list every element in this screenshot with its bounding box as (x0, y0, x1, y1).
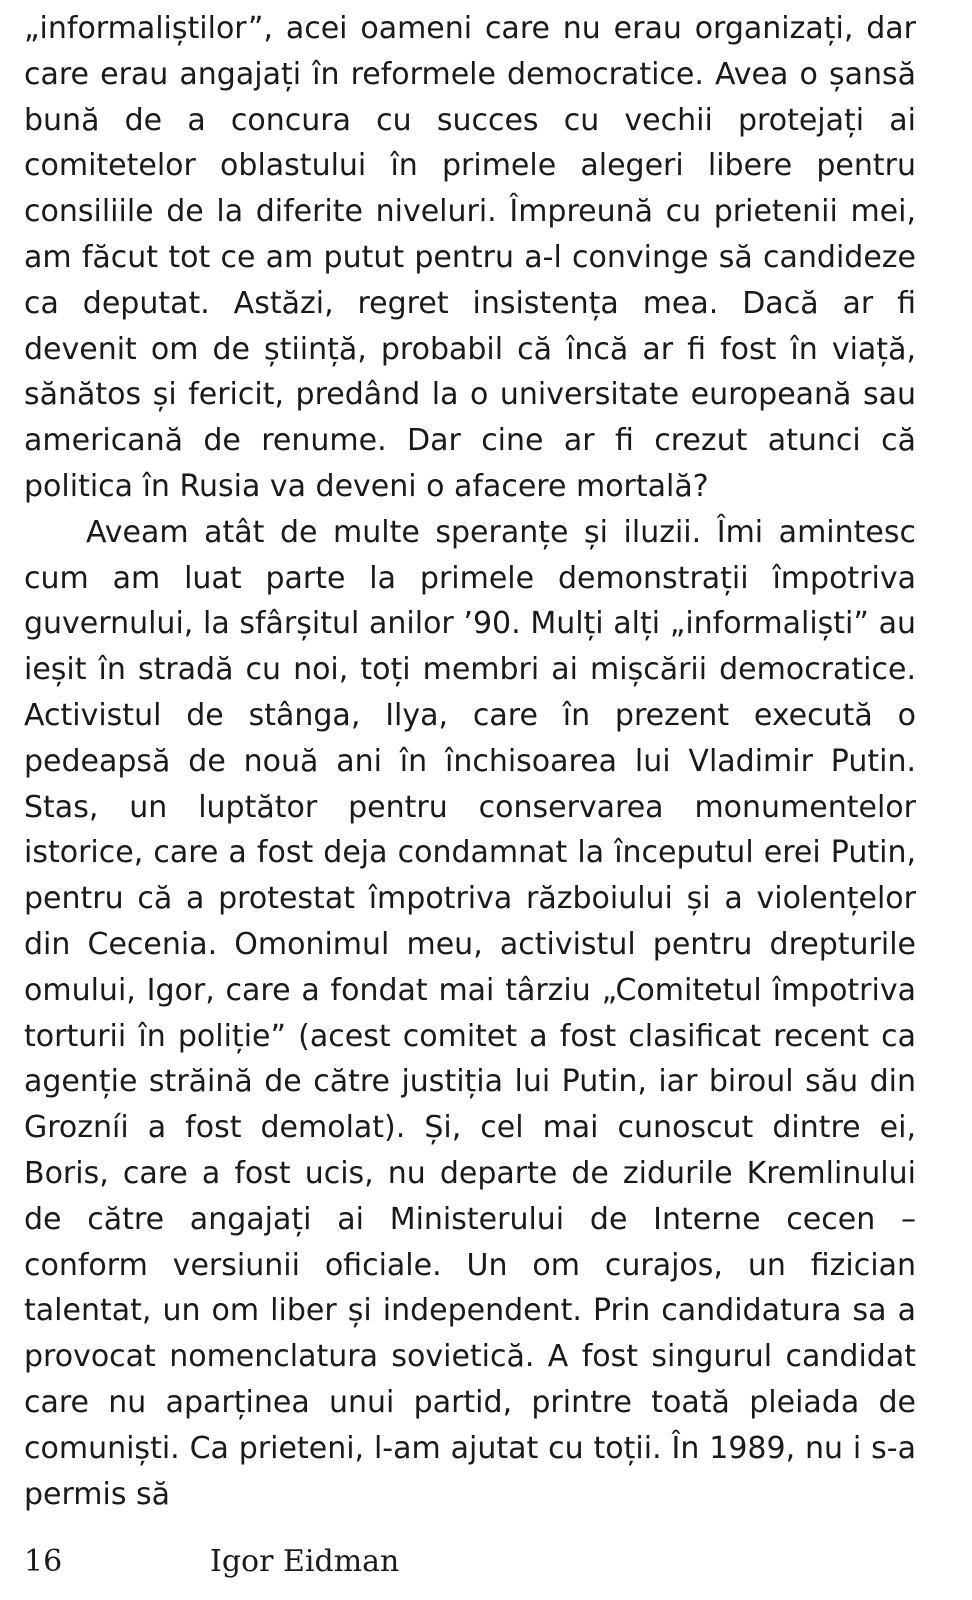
page-number: 16 (24, 1544, 63, 1579)
paragraph-1: „informaliștilor”, acei oameni care nu erau organizați, dar care erau angajați în reformele democratice. Avea o șansă bună de a concura cu succes cu vechii protejați ai comitetelor oblastului în primele alegeri libere pentru consiliile de la diferite niveluri. Împreună cu prietenii mei, am făcut tot ce am putut pentru a-l convinge să candideze ca deputat. Astăzi, regret insistența mea. Dacă ar fi devenit om de știință, probabil că încă ar fi fost în viață, sănătos și fericit, predând la o universitate europeană sau americană de renume. Dar cine ar fi crezut atunci că politica în Rusia va deveni o afacere mortală? (24, 11, 916, 504)
page-footer (24, 1542, 924, 1582)
page-body (24, 6, 916, 1517)
running-head-author: Igor Eidman (210, 1544, 400, 1579)
paragraph-2: Aveam atât de multe speranțe și iluzii. Îmi amintesc cum am luat parte la primele demonstrații împotriva guvernului, la sfârșitul anilor ’90. Mulți alți „informaliști” au ieșit în stradă cu noi, toți membri ai mișcării democratice. Activistul de stânga, Ilya, care în prezent execută o pedeapsă de nouă ani în închisoarea lui Vladimir Putin. Stas, un luptător pentru conservarea monumentelor istorice, care a fost deja condamnat la începutul erei Putin, pentru că a protestat împotriva războiului și a violențelor din Cecenia. Omonimul meu, activistul pentru drepturile omului, Igor, care a fondat mai târziu „Comitetul împotriva torturii în poliție” (acest comitet a fost clasificat recent ca agenție străină de către justiția lui Putin, iar biroul său din Grozníi a fost demolat). Și, cel mai cunoscut dintre ei, Boris, care a fost ucis, nu departe de zidurile Kremlinului de către angajați ai Ministerului de Interne cecen – conform versiunii oficiale. Un om curajos, un fizician talentat, un om liber și independent. Prin candidatura sa a provocat nomenclatura sovietică. A fost singurul candidat care nu aparținea unui partid, printre toată pleiada de comuniști. Ca prieteni, l-am ajutat cu toții. În 1989, nu i s-a permis să (24, 514, 916, 1512)
